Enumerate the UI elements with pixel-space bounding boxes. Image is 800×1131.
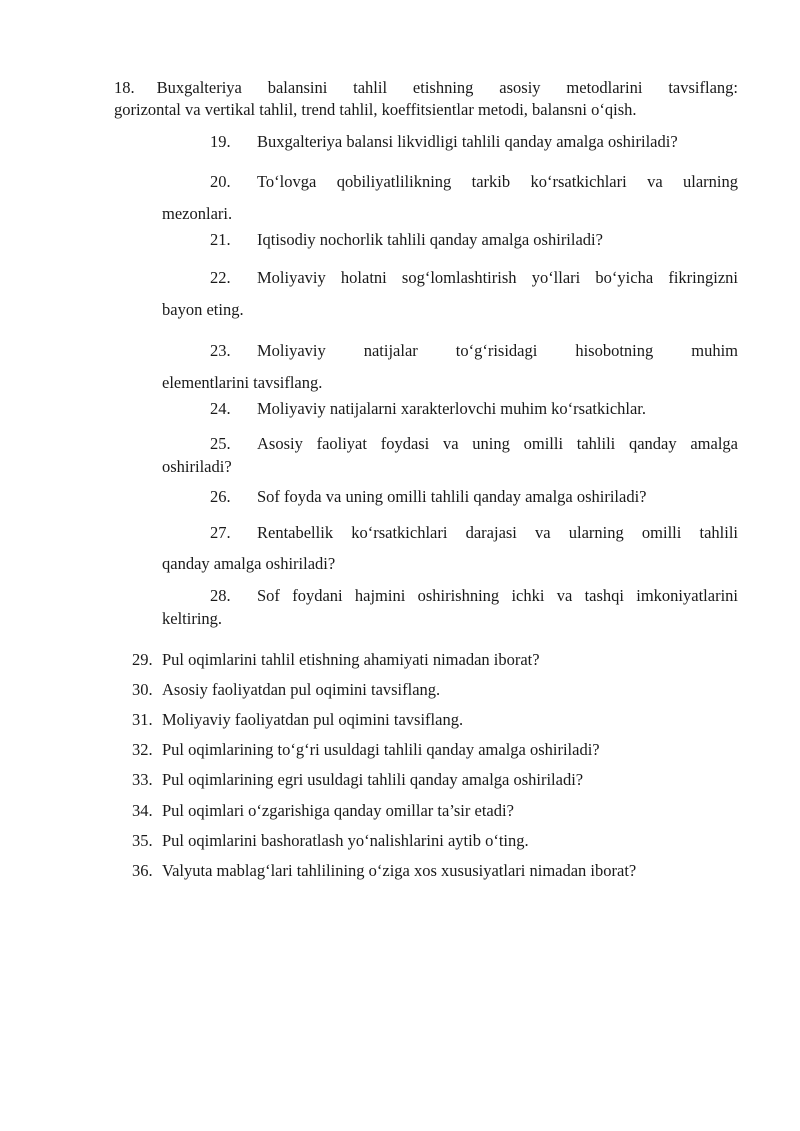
question-number: 22. xyxy=(210,268,231,287)
question-number: 33. xyxy=(132,770,153,789)
question-20 xyxy=(162,166,738,230)
question-text: Valyuta mablag‘lari tahlilining o‘ziga xos xususiyatlari nimadan iborat? xyxy=(162,861,637,880)
question-24 xyxy=(162,399,738,419)
question-text-line2: elementlarini tavsiflang. xyxy=(162,373,323,392)
question-text: Pul oqimlarini bashoratlash yo‘nalishlarini aytib o‘ting. xyxy=(162,831,529,850)
list-item xyxy=(132,649,752,671)
question-number: 35. xyxy=(132,831,153,850)
question-number: 30. xyxy=(132,680,153,699)
question-23 xyxy=(162,335,738,399)
list-item xyxy=(132,679,752,701)
question-text: Asosiy faoliyatdan pul oqimini tavsiflang. xyxy=(162,680,441,699)
list-item xyxy=(132,769,752,791)
question-19 xyxy=(162,132,738,152)
question-text-line1: Rentabellik ko‘rsatkichlari darajasi va ularning omilli tahlili xyxy=(257,523,738,542)
question-21 xyxy=(162,230,738,250)
question-number: 18. xyxy=(114,78,135,97)
question-number: 23. xyxy=(210,341,231,360)
question-22 xyxy=(162,262,738,326)
question-text-line2: bayon eting. xyxy=(162,300,244,319)
question-number: 34. xyxy=(132,801,153,820)
question-text: Pul oqimlarining to‘g‘ri usuldagi tahlili qanday amalga oshiriladi? xyxy=(162,740,600,759)
question-text-line1: Moliyaviy natijalarni xarakterlovchi muhim ko‘rsatkichlar. xyxy=(257,399,647,418)
question-number: 27. xyxy=(210,523,231,542)
question-text-line1: Iqtisodiy nochorlik tahlili qanday amalga oshiriladi? xyxy=(257,230,603,249)
question-number: 19. xyxy=(210,132,231,151)
list-item xyxy=(132,739,752,761)
question-number: 31. xyxy=(132,710,153,729)
question-text-line2: mezonlari. xyxy=(162,204,233,223)
question-27 xyxy=(162,517,738,579)
question-text-line1: Sof foyda va uning omilli tahlili qanday amalga oshiriladi? xyxy=(257,487,647,506)
question-text-line2: gorizontal va vertikal tahlil, trend tahlil, koeffitsientlar metodi, balansni o‘qish. xyxy=(114,100,637,119)
question-text: Moliyaviy faoliyatdan pul oqimini tavsiflang. xyxy=(162,710,464,729)
question-number: 20. xyxy=(210,172,231,191)
list-item xyxy=(132,860,752,882)
list-item xyxy=(132,800,752,822)
list-item xyxy=(132,830,752,852)
question-text-line1: Buxgalteriya balansi likvidligi tahlili qanday amalga oshiriladi? xyxy=(257,132,678,151)
question-text: Pul oqimlarini tahlil etishning ahamiyati nimadan iborat? xyxy=(162,650,540,669)
question-number: 28. xyxy=(210,586,231,605)
question-text-line2: keltiring. xyxy=(162,609,223,628)
list-item xyxy=(132,709,752,731)
question-text-line1: Moliyaviy natijalar to‘g‘risidagi hisobotning muhim xyxy=(257,341,738,360)
question-26 xyxy=(162,487,738,507)
question-text-line2: oshiriladi? xyxy=(162,457,232,476)
question-number: 25. xyxy=(210,434,231,453)
question-25 xyxy=(162,432,738,478)
question-number: 29. xyxy=(132,650,153,669)
question-number: 26. xyxy=(210,487,231,506)
question-number: 21. xyxy=(210,230,231,249)
question-text-line1: Moliyaviy holatni sog‘lomlashtirish yo‘llari bo‘yicha fikringizni xyxy=(257,268,738,287)
question-text-line1: Asosiy faoliyat foydasi va uning omilli tahlili qanday amalga xyxy=(257,434,738,453)
question-text-line2: qanday amalga oshiriladi? xyxy=(162,554,336,573)
question-text: Pul oqimlari o‘zgarishiga qanday omillar ta’sir etadi? xyxy=(162,801,514,820)
question-text-line1: To‘lovga qobiliyatlilikning tarkib ko‘rsatkichlari va ularning xyxy=(257,172,738,191)
question-number: 36. xyxy=(132,861,153,880)
question-text-line1: Buxgalteriya balansini tahlil etishning asosiy metodlarini tavsiflang: xyxy=(156,78,738,97)
question-28 xyxy=(162,584,738,630)
question-18 xyxy=(114,77,738,121)
question-number: 32. xyxy=(132,740,153,759)
question-number: 24. xyxy=(210,399,231,418)
question-text-line1: Sof foydani hajmini oshirishning ichki va tashqi imkoniyatlarini xyxy=(257,586,738,605)
question-text: Pul oqimlarining egri usuldagi tahlili qanday amalga oshiriladi? xyxy=(162,770,584,789)
